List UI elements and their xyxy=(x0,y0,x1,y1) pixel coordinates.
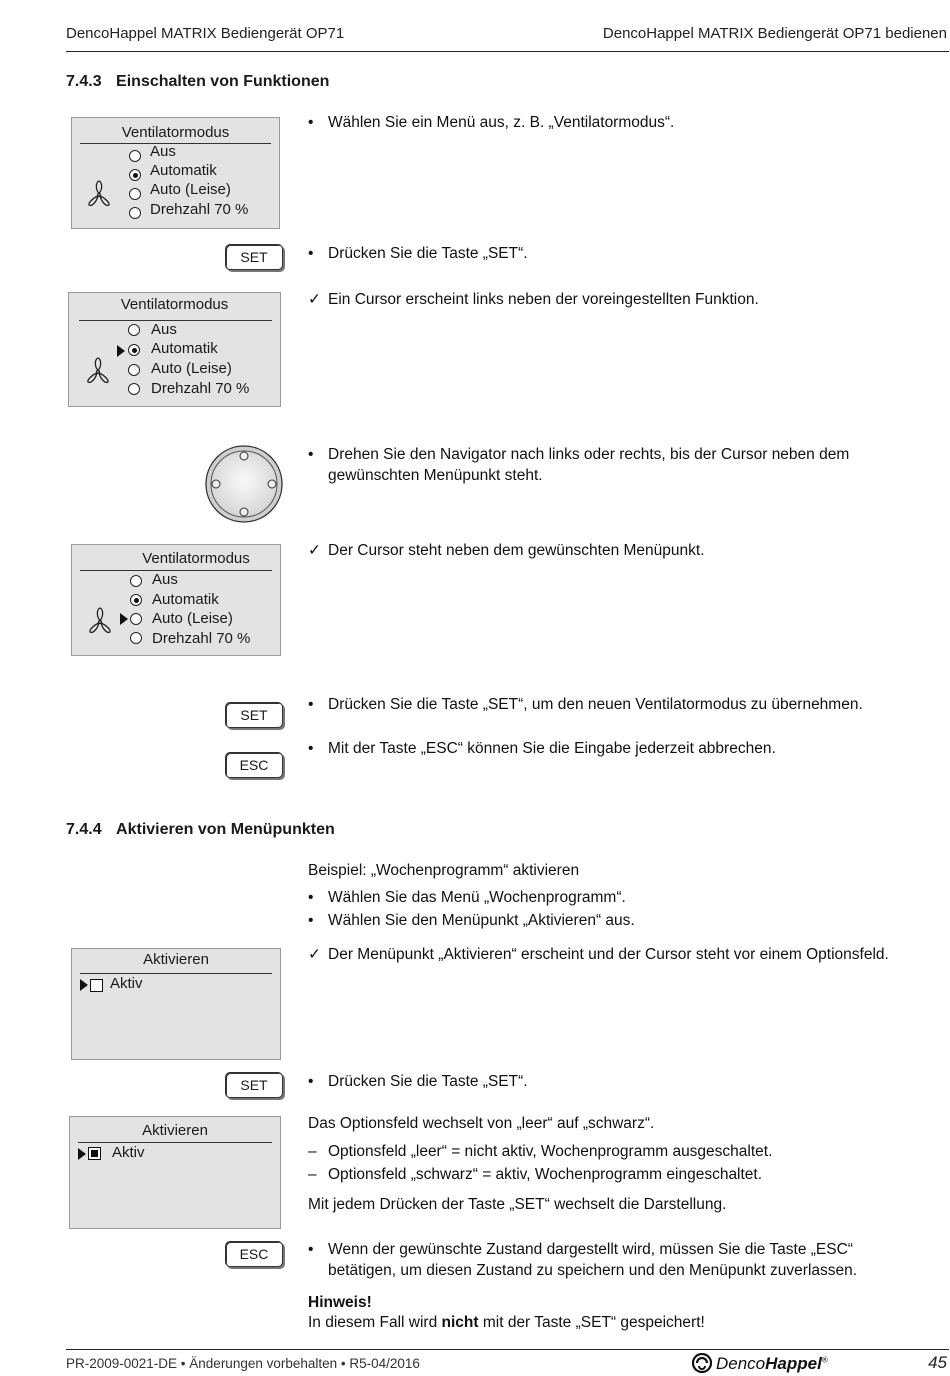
example-text: Beispiel: „Wochenprogramm“ aktivieren xyxy=(308,862,580,879)
option-label: Drehzahl 70 % xyxy=(150,201,249,218)
dash-item-empty: – Optionsfeld „leer“ = nicht aktiv, Wochenprogramm ausgeschaltet. xyxy=(308,1143,773,1160)
display-title-rule xyxy=(80,973,272,974)
step-press-set-2: • Drücken Sie die Taste „SET“. xyxy=(308,1073,528,1090)
section-title: Aktivieren von Menüpunkten xyxy=(116,821,335,838)
result-cursor-position: ✓ Der Cursor steht neben dem gewünschten Menüpunkt. xyxy=(308,542,705,559)
radio-icon xyxy=(129,207,141,219)
set-key: SET xyxy=(225,702,283,728)
esc-key: ESC xyxy=(225,1241,283,1267)
brand-swirl-icon xyxy=(692,1353,712,1373)
radio-icon xyxy=(129,150,141,162)
set-key: SET xyxy=(225,244,283,270)
step-select-menu: • Wählen Sie ein Menü aus, z. B. „Ventilatormodus“. xyxy=(308,114,675,131)
section-number: 7.4.4 xyxy=(66,821,102,838)
radio-icon xyxy=(128,364,140,376)
step-cancel-esc: • Mit der Taste „ESC“ können Sie die Eingabe jederzeit abbrechen. xyxy=(308,740,776,757)
fan-icon xyxy=(87,607,113,635)
brand-text: DencoHappel® xyxy=(716,1354,828,1373)
option-field-description: Das Optionsfeld wechselt von „leer“ auf „schwarz“. xyxy=(308,1115,655,1132)
option-label: Automatik xyxy=(151,340,218,357)
radio-selected-icon xyxy=(130,594,142,606)
display-fan-mode-2 xyxy=(68,292,281,407)
display-activate-filled xyxy=(69,1116,281,1229)
step-confirm-set: • Drücken Sie die Taste „SET“, um den neuen Ventilatormodus zu übernehmen. xyxy=(308,696,863,713)
step-select-activate: • Wählen Sie den Menüpunkt „Aktivieren“ aus. xyxy=(308,912,635,929)
step-press-set: • Drücken Sie die Taste „SET“. xyxy=(308,245,528,262)
page-number: 45 xyxy=(928,1353,947,1372)
radio-selected-icon xyxy=(129,169,141,181)
navigator-knob-icon xyxy=(204,444,284,524)
footer-left: PR-2009-0021-DE • Änderungen vorbehalten • R5-04/2016 xyxy=(66,1356,420,1371)
cursor-arrow-icon xyxy=(120,613,128,625)
fan-icon xyxy=(86,180,112,208)
checkbox-filled-icon xyxy=(88,1147,101,1160)
fan-icon xyxy=(85,357,111,385)
display-activate-empty xyxy=(71,948,281,1060)
radio-selected-icon xyxy=(128,344,140,356)
section-number: 7.4.3 xyxy=(66,73,102,90)
option-label: Auto (Leise) xyxy=(152,610,233,627)
option-label: Drehzahl 70 % xyxy=(152,630,251,647)
option-label: Aus xyxy=(151,321,177,338)
display-title: Aktivieren xyxy=(142,1122,208,1139)
note-title: Hinweis! xyxy=(308,1294,372,1311)
cursor-arrow-icon xyxy=(78,1148,86,1160)
option-label: Automatik xyxy=(150,162,217,179)
toggle-text: Mit jedem Drücken der Taste „SET“ wechselt die Darstellung. xyxy=(308,1196,727,1213)
step-press-esc: • Wenn der gewünschte Zustand dargestellt wird, müssen Sie die Taste „ESC“ betätigen, um diesen Zustand zu speichern und den Menüpunkt zuverlassen. xyxy=(308,1241,858,1279)
section-743-heading xyxy=(66,73,329,91)
option-label: Aktiv xyxy=(110,975,143,992)
option-label: Automatik xyxy=(152,591,219,608)
esc-key: ESC xyxy=(225,752,283,778)
radio-icon xyxy=(130,632,142,644)
display-fan-mode-3 xyxy=(71,544,281,656)
radio-icon xyxy=(130,613,142,625)
section-744-heading xyxy=(66,821,335,839)
header-rule xyxy=(66,51,949,52)
result-option-field: ✓ Der Menüpunkt „Aktivieren“ erscheint und der Cursor steht vor einem Optionsfeld. xyxy=(308,946,889,963)
step-select-weekly: • Wählen Sie das Menü „Wochenprogramm“. xyxy=(308,889,626,906)
option-label: Aus xyxy=(152,571,178,588)
option-label: Aktiv xyxy=(112,1144,145,1161)
radio-icon xyxy=(128,324,140,336)
display-title: Ventilatormodus xyxy=(121,124,230,141)
cursor-arrow-icon xyxy=(117,345,125,357)
display-title-rule xyxy=(78,1142,272,1143)
display-title: Ventilatormodus xyxy=(142,550,250,567)
checkbox-empty-icon xyxy=(90,979,103,992)
radio-icon xyxy=(129,188,141,200)
section-title: Einschalten von Funktionen xyxy=(116,73,330,90)
header-left: DencoHappel MATRIX Bediengerät OP71 xyxy=(66,25,345,42)
display-title: Aktivieren xyxy=(143,951,209,968)
note-text: In diesem Fall wird nicht mit der Taste „SET“ gespeichert! xyxy=(308,1314,705,1331)
footer-rule xyxy=(66,1349,949,1350)
option-label: Auto (Leise) xyxy=(151,360,232,377)
display-fan-mode-1 xyxy=(71,117,280,229)
option-label: Aus xyxy=(150,143,176,160)
header-right: DencoHappel MATRIX Bediengerät OP71 bedienen xyxy=(602,25,947,42)
option-label: Drehzahl 70 % xyxy=(151,380,250,397)
dash-item-filled: – Optionsfeld „schwarz“ = aktiv, Wochenprogramm eingeschaltet. xyxy=(308,1166,763,1183)
result-cursor-appears: ✓ Ein Cursor erscheint links neben der voreingestellten Funktion. xyxy=(308,291,759,308)
cursor-arrow-icon xyxy=(80,979,88,991)
radio-icon xyxy=(128,383,140,395)
option-label: Auto (Leise) xyxy=(150,181,231,198)
step-turn-navigator: • Drehen Sie den Navigator nach links oder rechts, bis der Cursor neben dem gewünschten Menüpunkt steht. xyxy=(308,446,850,484)
set-key: SET xyxy=(225,1072,283,1098)
display-title: Ventilatormodus xyxy=(120,296,229,313)
radio-icon xyxy=(130,575,142,587)
